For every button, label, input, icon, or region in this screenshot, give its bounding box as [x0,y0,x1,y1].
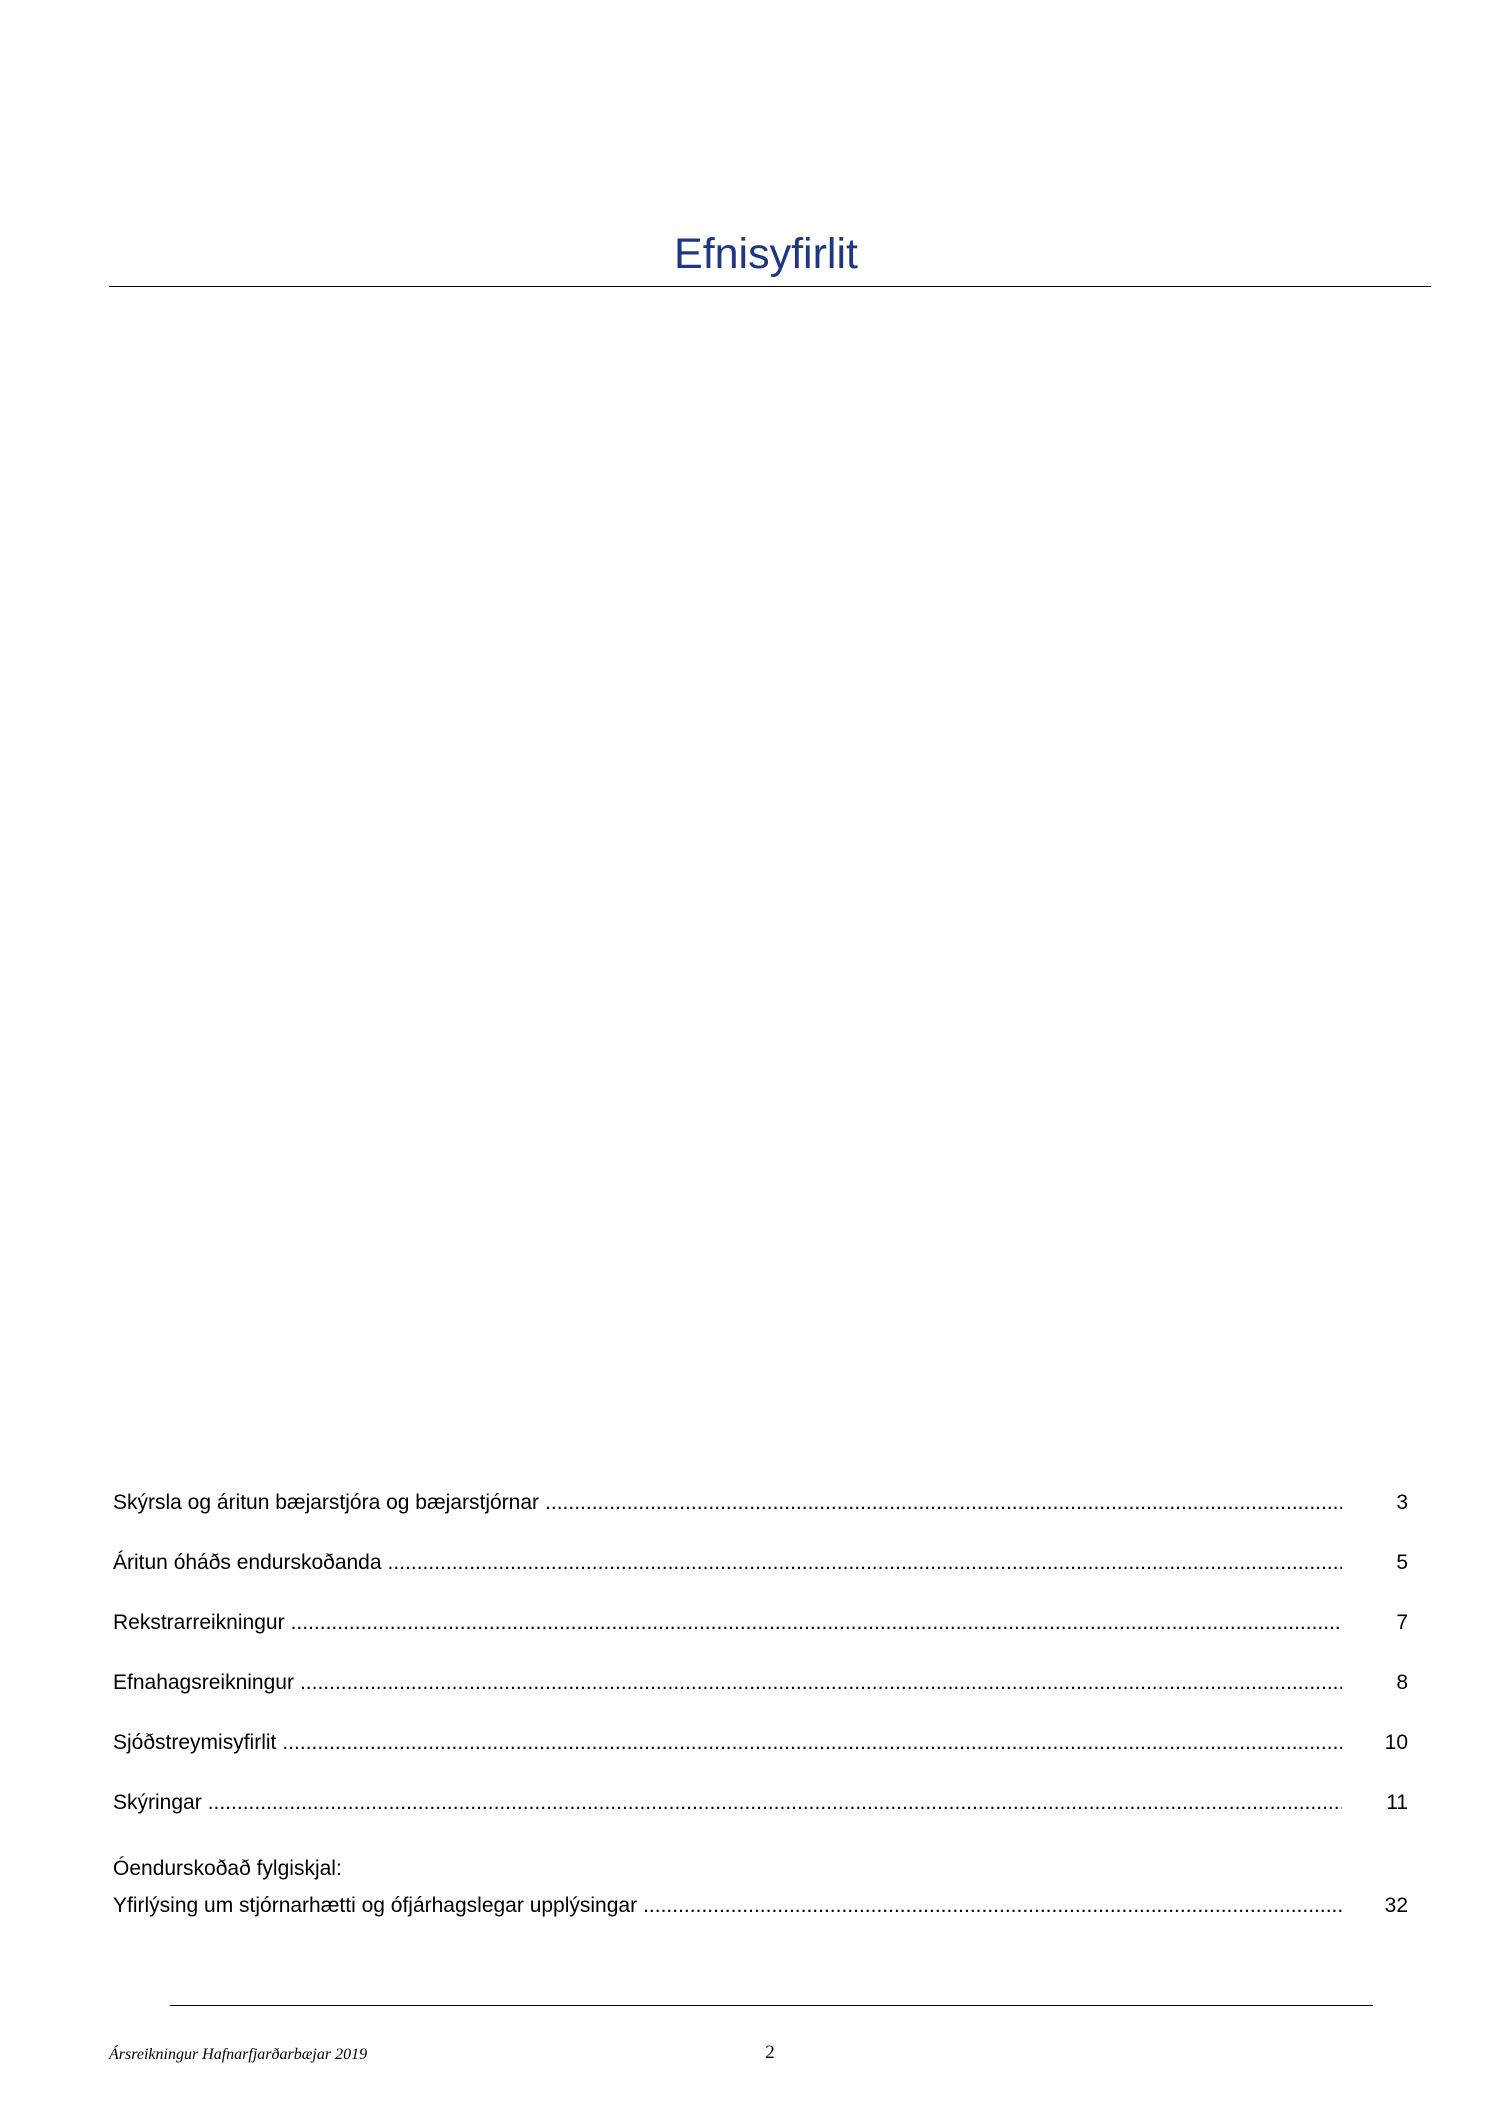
toc-entry[interactable] [113,1788,1408,1848]
toc-group-heading: Óendurskoðað fylgiskjal: [113,1857,342,1880]
toc-entry[interactable] [113,1548,1408,1608]
toc-entry-page: 3 [1396,1491,1408,1514]
toc-entry-label: Skýrsla og áritun bæjarstjóra og bæjarstjórnar [113,1491,540,1514]
toc-entry-page: 10 [1384,1731,1408,1754]
toc-leader-dots [208,1788,1342,1818]
footer-document-title: Ársreikningur Hafnarfjarðarbæjar 2019 [109,2046,368,2063]
page-title: Efnisyfirlit [674,230,858,278]
toc-entry-page: 5 [1396,1551,1408,1574]
footer-divider [170,2005,1373,2006]
toc-entry-label: Rekstrarreikningur [113,1611,285,1634]
toc-entry[interactable] [113,1891,1408,1931]
toc-entry-page: 8 [1396,1671,1408,1694]
toc-entry-label: Sjóðstreymisyfirlit [113,1731,277,1754]
toc-leader-dots [545,1488,1342,1518]
toc-leader-dots [300,1668,1342,1698]
toc-leader-dots [388,1548,1342,1578]
toc-entry-label: Yfirlýsing um stjórnarhætti og ófjárhagslegar upplýsingar [113,1894,638,1917]
footer-page-number: 2 [765,2042,775,2063]
toc-leader-dots [643,1891,1342,1921]
toc-leader-dots [291,1608,1342,1638]
toc-entry-label: Skýringar [113,1791,202,1814]
toc-leader-dots [282,1728,1342,1758]
toc-entry-page: 7 [1396,1611,1408,1634]
toc-entry-label: Áritun óháðs endurskoðanda [113,1551,382,1574]
table-of-contents [113,1488,1408,1931]
toc-entry-label: Efnahagsreikningur [113,1671,294,1694]
title-divider [109,286,1431,287]
toc-entry[interactable] [113,1668,1408,1728]
toc-entry[interactable] [113,1728,1408,1788]
toc-entry-page: 32 [1384,1894,1408,1917]
toc-entry[interactable] [113,1608,1408,1668]
toc-entry-page: 11 [1386,1791,1408,1814]
toc-entry[interactable] [113,1488,1408,1548]
